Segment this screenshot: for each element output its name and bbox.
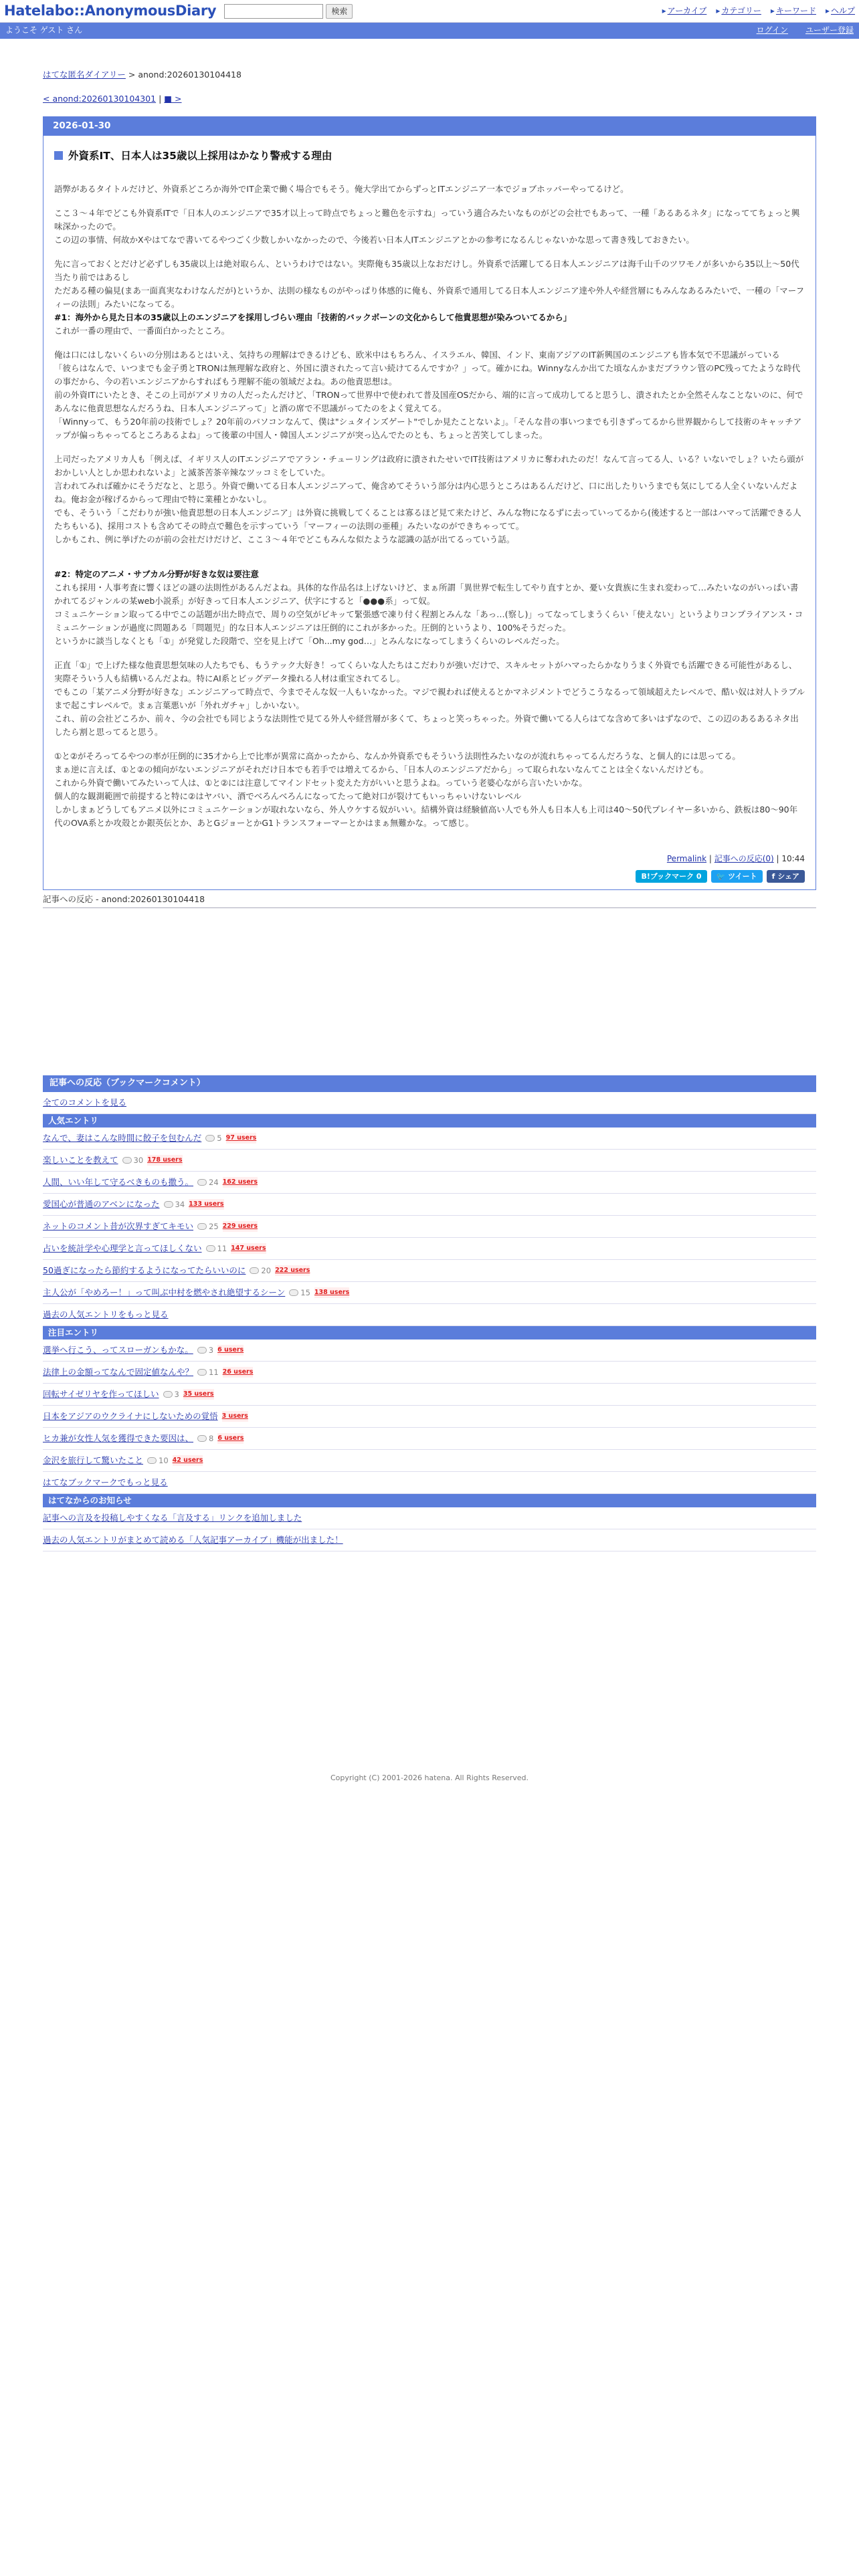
comment-count-value: 11	[209, 1367, 219, 1377]
comment-count-value: 30	[133, 1155, 144, 1165]
paragraph: まぁ逆に言えば、①と②の傾向がないエンジニアがそれだけ日本でも若手では増えてるから、「日本人のエンジニアだから」って取られないなんてことは全くないんだけども。	[54, 764, 709, 775]
article-title-text: 外資系IT、日本人は35歳以上採用はかなり警戒する理由	[68, 149, 332, 162]
comment-count-value: 25	[209, 1221, 219, 1231]
comment-count	[164, 1198, 185, 1210]
users-badge[interactable]: 6 users	[217, 1345, 244, 1355]
hatena-bookmark-button[interactable]: B!ブックマーク 0	[636, 870, 706, 883]
entry-link[interactable]: 愛国心が普通のアベンになった	[43, 1198, 160, 1209]
bookmark-section-title: 記事への反応（ブックマークコメント）	[43, 1075, 816, 1092]
permalink[interactable]: Permalink	[666, 854, 707, 864]
paragraph: しかしまぁどうしてもアニメ以外にコミュニケーションが取れないなら、外人ウケする奴がいい。結構外資は経験値高い人でも外人も日本人も上司は40〜50代プレイヤー多いから、鉄板は80〜90年代のOVA系とか攻殻とか銀英伝とか、あとGジョーとかG1トランスフォーマーとかはまぁ無難かな。って感じ。	[54, 804, 798, 829]
entry-nav	[43, 92, 816, 106]
entry-link[interactable]: 選挙へ行こう、ってスローガンもかな。	[43, 1344, 193, 1355]
news-section-title: はてなからのお知らせ	[43, 1494, 816, 1507]
fb-label: シェア	[777, 871, 799, 881]
paragraph: ①と②がそろってるやつの率が圧倒的に35才から上で比率が異常に高かったから、なんか外資系でもそういう法則性みたいなのが流れちゃってるんだろうな、と個人的には思ってる。	[54, 751, 741, 762]
paragraph-gap	[54, 739, 805, 750]
paragraph: これも採用・人事考査に響くほどの謎の法則性があるんだよね。具体的な作品名は上げないけど、まぁ所謂「異世界で転生してやり直すとか、憂い女貴族に生まれ変わって…みたいなのがいっぱい書かれてるジャンルの某web小説系」が好きって日本人エンジニア、伏字にすると「●●●系」って奴。	[54, 582, 799, 607]
welcome-text: ようこそ ゲスト さん	[5, 25, 83, 35]
comment-count-value: 20	[261, 1265, 272, 1275]
entry-row	[43, 1282, 816, 1304]
paragraph: コミュニケーション取ってる中でこの話題が出た時点で、周りの空気がビキッて緊張感で凍り付く程割とみんな「あっ…(察し)」ってなってしまうくらい「使えない」というよりコンプライアンス・コミュニケーションが過度に問題ある「問題児」的な日本人エンジニアは圧倒的にこれが多かった。圧倒的というより、100%そうだった。	[54, 609, 803, 633]
tweet-label: ツイート	[728, 871, 757, 881]
nav-sep: |	[156, 94, 165, 104]
entry-link[interactable]: 50過ぎになったら節約するようになってたらいいのに	[43, 1265, 246, 1275]
paragraph-gap	[54, 648, 805, 659]
users-badge[interactable]: 222 users	[275, 1265, 310, 1275]
paragraph-gap	[54, 557, 805, 568]
users-badge[interactable]: 162 users	[223, 1177, 258, 1187]
tweet-button[interactable]	[711, 870, 763, 883]
comment-bubble-icon	[197, 1179, 207, 1186]
copyright: Copyright (C) 2001-2026 hatena. All Rights Reserved.	[330, 1773, 529, 1782]
entry-link[interactable]: 金沢を旅行して驚いたこと	[43, 1455, 144, 1465]
entry-row	[43, 1362, 816, 1384]
comment-count	[197, 1366, 219, 1378]
breadcrumb-current: anond:20260130104418	[138, 70, 242, 80]
facebook-icon: f	[771, 871, 775, 881]
entry-link[interactable]: 法律上の金額ってなんで固定値なんや？	[43, 1366, 194, 1377]
search-input[interactable]	[224, 4, 323, 19]
comment-bubble-icon	[197, 1369, 207, 1376]
users-badge[interactable]: 42 users	[173, 1455, 203, 1465]
entry-link[interactable]: 占いを統計学や心理学と言ってほしくない	[43, 1243, 202, 1253]
top-links	[662, 5, 855, 17]
users-badge[interactable]: 35 users	[183, 1389, 214, 1399]
users-badge[interactable]: 133 users	[189, 1199, 223, 1209]
paragraph: というかに談当しなくとも「①」が発覚した段階で、空を見上げて「Oh...my god…」とみんなになってしまうくらいのレベルだった。	[54, 636, 565, 647]
paragraph: でも、そういう「こだわりが強い他責思想の日本人エンジニア」は外資に挑戦してくることは寡るほど見て来たけど、みんな物になるずに去っていってるから(後述すると一部はハマって活躍できる人たちもいる)、採用コストも含めてその時点で難色を示すっていう「マーフィーの法則の亜種」みたいなのができちゃってて。	[54, 508, 801, 532]
paragraph: でもこの「某アニメ分野が好きな」エンジニアって時点で、今までそんな奴一人もいなかった。マジで親われば使えるとかマネジメントでどうこうなるって領域超えたレベルで、酷い奴は対人トラブルまで起こすレベルで。まぁ言葉悪いが「外れガチャ」しかいない。	[54, 687, 805, 711]
section-heading: #1：海外から見た日本の35歳以上のエンジニアを採用しづらい理由「技術的バックボーンの文化からして他貴思想が染みついてるから」	[54, 312, 572, 323]
comment-count	[147, 1455, 169, 1467]
comment-bubble-icon	[122, 1157, 132, 1164]
comment-count-value: 5	[217, 1133, 222, 1143]
users-badge[interactable]: 138 users	[314, 1287, 349, 1297]
comment-count	[197, 1220, 219, 1232]
paragraph-gap	[54, 442, 805, 453]
entry-row	[43, 1384, 816, 1406]
users-badge[interactable]: 26 users	[223, 1367, 254, 1377]
help-link[interactable]: ▸ ヘルプ	[826, 5, 855, 17]
paragraph: 俺は口にはしないくらいの分別はあるとはいえ、気持ちの理解はできるけども、欧米中はもちろん、イスラエル、韓国、インド、東南アジアのIT新興国のエンジニアも皆本気で不思議がっている	[54, 350, 780, 360]
all-comments-link[interactable]: 全てのコメントを見る	[43, 1097, 127, 1107]
paragraph: 語弊があるタイトルだけど、外資系どころか海外でIT企業で働く場合でもそう。俺大学出てからずっとITエンジニア一本でジョブホッパーやってるけど。	[54, 184, 629, 195]
next-entry-link[interactable]: ■ >	[164, 94, 182, 104]
article-body	[43, 136, 816, 890]
comment-count	[122, 1154, 144, 1166]
comment-bubble-icon	[205, 1135, 215, 1142]
section-heading: #2：特定のアニメ・サブカル分野が好きな奴は要注意	[54, 569, 259, 580]
main-content	[43, 39, 816, 1784]
paragraph: 「Winnyって、もう20年前の技術でしょ？20年前のパソコンなんて、僕は"シュタインズゲート"でしか見たことないよ」。「そんな昔の事いつまでも引きずってるから世界観からして技術のキャッチアップが偏っちゃってるところあるよね」って後輩の中国人・韓国人エンジニアが突っ込んでたのとも、ちょっと苦笑してしまった。	[54, 417, 802, 441]
comment-bubble-icon	[147, 1457, 157, 1464]
comment-bubble-icon	[197, 1223, 207, 1230]
title-square-icon	[54, 151, 63, 160]
entry-row	[43, 1406, 816, 1428]
news-row	[43, 1507, 816, 1529]
notable-more-link[interactable]: はてなブックマークでもっと見る	[43, 1477, 168, 1487]
paragraph-gap	[54, 196, 805, 207]
comment-bubble-icon	[197, 1435, 207, 1442]
paragraph: 個人的な観測範囲で前提すると特に②はヤバい、酒でべろんべろんになってたって絶対口が裂けてもいっちゃいけないレベル	[54, 791, 522, 802]
comment-count	[197, 1344, 213, 1356]
category-link[interactable]: ▸ カテゴリー	[716, 5, 761, 17]
site-logo[interactable]: Hatelabo::AnonymousDiary	[4, 2, 217, 19]
comment-bubble-icon	[163, 1391, 173, 1398]
paragraph: 「彼らはなんで、いつまでも金子勇とTRONは無理解な政府と、外国に潰されたって言い続けてるんですか？」って。確かにね。Winnyなんか出てた頃なんかまだブラウン管のPC残ってたような時代の事だから、今の若いエンジニアからすればもう理解不能の領域だよね。あの他責思想は。	[54, 363, 801, 387]
notable-more-row	[43, 1472, 816, 1494]
comment-bubble-icon	[206, 1245, 215, 1252]
popular-list	[43, 1128, 816, 1304]
comment-bubble-icon	[197, 1347, 207, 1354]
entry-link[interactable]: ヒカ兼が女性人気を獲得できた要因は、	[43, 1432, 194, 1443]
comment-count	[206, 1243, 227, 1255]
comment-bubble-icon	[289, 1289, 298, 1296]
comment-count	[205, 1132, 221, 1144]
entry-row	[43, 1172, 816, 1194]
entry-row	[43, 1260, 816, 1282]
popular-more-link[interactable]: 過去の人気エントリをもっと見る	[43, 1309, 169, 1319]
paragraph-gap	[54, 338, 805, 348]
register-link[interactable]: ユーザー登録	[805, 25, 854, 35]
keyword-link[interactable]: ▸ キーワード	[771, 5, 816, 17]
popular-section-title: 人気エントリ	[43, 1114, 816, 1128]
top-bar	[0, 0, 859, 23]
paragraph: ここ３〜４年でどこも外資系ITで「日本人のエンジニアで35才以上って時点でちょっと難色を示すね」っていう適合みたいなものがどの会社でもあって、一種「あるあるネタ」になっててちょっと興味深かったので。	[54, 208, 800, 232]
entry-row	[43, 1194, 816, 1216]
comment-bubble-icon	[164, 1201, 173, 1208]
article	[43, 116, 816, 890]
login-link[interactable]: ログイン	[756, 25, 788, 35]
entry-row	[43, 1450, 816, 1472]
comment-count-value: 10	[159, 1455, 169, 1465]
bird-icon: 🐦	[716, 871, 726, 881]
notable-list	[43, 1339, 816, 1472]
paragraph: 前の外資ITにいたとき、そこの上司がアメリカの人だったんだけど、「TRONって世界中で使われて普及国産OSだから、端的に言って成功してると思うし、潰されたとか全然そんなことないのに、何であんなに他責思想なんだろうね、日本人エンジニアって」と酒の席で不思議がってたのをよく覚えてる。	[54, 390, 803, 414]
users-badge[interactable]: 97 users	[226, 1133, 257, 1143]
entry-time: 10:44	[781, 854, 805, 864]
comment-count	[197, 1432, 213, 1444]
users-badge[interactable]: 229 users	[223, 1221, 258, 1231]
comment-bubble-icon	[250, 1267, 259, 1274]
paragraph: 言われてみれば確かにそうだなと、と思う。外資で働いてる日本人エンジニアって、俺含めてそういう部分は内心思うところはあるんだけど、口に出したりいうまでも気にしてる人全くいないんだよね。俺お金が稼げるからって理由で特に業種とかないし。	[54, 481, 798, 505]
entry-row	[43, 1128, 816, 1150]
news-link[interactable]: 記事への言及を投稿しやすくなる「言及する」リンクを追加しました	[43, 1512, 302, 1523]
entry-link[interactable]: ネットのコメント昔が次界すぎてキモい	[43, 1220, 194, 1231]
comment-count-value: 3	[174, 1389, 179, 1399]
ad-space	[43, 908, 816, 1075]
paragraph-gap	[54, 247, 805, 257]
reaction-link[interactable]: 記事への反応(0)	[714, 854, 774, 864]
entry-row	[43, 1339, 816, 1362]
reaction-heading: 記事への反応 - anond:20260130104418	[43, 893, 816, 908]
paragraph: ただある種の偏見(まあ一面真実なわけなんだが)というか、法則の様なものがやっぱり体感的に俺も、外資系で通用してる日本人エンジニア達や外人や経営層にもみんなあるみたいで、一種の「マーフィーの法則」みたいになってる。	[54, 286, 805, 310]
comment-count-value: 15	[300, 1287, 310, 1297]
comment-count	[163, 1388, 179, 1400]
paragraph: しかもこれ、例に挙げたのが前の会社だけだけど、ここ３〜４年でどこもみんな似たような認識の話が出てるっていう話。	[54, 534, 515, 545]
article-title	[54, 148, 805, 165]
paragraph: 上司だったアメリカ人も「例えば、イギリス人のITエンジニアでアラン・チューリングは政府に潰されたせいでIT技術はアメリカに奪われたのだ！なんて言ってる人、いる？いないでしょ？いたら頭がおかしい人としか思われないよ」と滅茶苦茶辛辣なツッコミをしていた。	[54, 454, 804, 478]
article-paragraphs	[54, 183, 805, 830]
users-badge[interactable]: 3 users	[222, 1411, 248, 1421]
paragraph: 正直「①」で上げた様な他責思想気味の人たちでも、もうテック大好き！ってくらいな人たちはこだわりが強いだけで、スキルセットがハマったらかなりうまく外資でも活躍できる可能性があるし、実際そういう人も結構いるんだよね。特にAI系とビッグデータ操れる人材は重宝されてるし。	[54, 660, 797, 684]
entry-link[interactable]: なんで、妻はこんな時間に餃子を包むんだ	[43, 1132, 202, 1143]
entry-link[interactable]: 人間、いい年して守るべきものも撒う。	[43, 1176, 194, 1187]
breadcrumb-home-link[interactable]: はてな匿名ダイアリー	[43, 70, 126, 80]
paragraph: この辺の事情、何故かXやはてなで書いてるやつごく少数しかいなかったので、今後若い日本人ITエンジニアとかの参考になるんじゃないかな思って書き残しておきたい。	[54, 235, 694, 245]
news-link[interactable]: 過去の人気エントリがまとめて読める「人気記事アーカイブ」機能が出ました！	[43, 1534, 343, 1545]
archive-link[interactable]: ▸ アーカイブ	[662, 5, 707, 17]
share-buttons	[54, 870, 805, 883]
entry-link[interactable]: 主人公が「やめろー！」って叫ぶ中村を燃やされ絶望するシーン	[43, 1287, 286, 1297]
paragraph: これが一番の理由で、一番面白かったところ。	[54, 326, 230, 336]
paragraph: 先に言っておくとだけど必ずしも35歳以上は絶対取らん、というわけではない。実際俺も35歳以上なおだけし。外資系で活躍してる日本人エンジニアは海千山千のツワモノが多いから35以上〜50代当たり前ではあるし	[54, 259, 799, 283]
prev-entry-link[interactable]: < anond:20260130104301	[43, 94, 157, 104]
paragraph: これから外資で働いてみたいって人は、①と②には注意してマインドセット変えた方がいいと思うよね。っていう老婆心ながら言いたいかな。	[54, 778, 587, 788]
news-row	[43, 1529, 816, 1551]
article-date: 2026-01-30	[43, 117, 816, 136]
facebook-share-button[interactable]	[767, 870, 805, 883]
comment-count-value: 34	[175, 1199, 185, 1209]
users-badge[interactable]: 178 users	[147, 1155, 182, 1165]
entry-link[interactable]: 回転サイゼリヤを作ってほしい	[43, 1388, 159, 1399]
comment-count	[289, 1287, 310, 1299]
paragraph-gap	[54, 546, 805, 557]
popular-more-row	[43, 1304, 816, 1326]
breadcrumb-sep: >	[125, 70, 138, 80]
users-badge[interactable]: 147 users	[231, 1243, 266, 1253]
all-comments-row	[43, 1092, 816, 1114]
notable-section-title: 注目エントリ	[43, 1326, 816, 1339]
users-badge[interactable]: 6 users	[217, 1433, 244, 1443]
search-button[interactable]: 検索	[326, 4, 353, 19]
comment-count-value: 24	[209, 1177, 219, 1187]
comment-count-value: 8	[209, 1433, 214, 1443]
welcome-bar	[0, 23, 859, 39]
paragraph: これ、前の会社どころか、前々、今の会社でも同じような法則性で見てる外人や経営層が多くて、ちょっと笑っちゃった。外資で働いてる人らはてな含めて多いはずなので、この辺のあるあるネタ出したら割と思ってると思う。	[54, 714, 799, 738]
breadcrumb	[43, 68, 816, 82]
comment-count	[197, 1176, 219, 1188]
entry-row	[43, 1238, 816, 1260]
article-footer: Permalink | 記事への反応(0) | 10:44	[666, 854, 805, 864]
entry-link[interactable]: 楽しいことを教えて	[43, 1154, 118, 1165]
news-list	[43, 1507, 816, 1551]
entry-row	[43, 1428, 816, 1450]
entry-link[interactable]: 日本をアジアのウクライナにしないための覚悟	[43, 1410, 218, 1421]
entry-row	[43, 1150, 816, 1172]
comment-count-value: 3	[208, 1345, 214, 1355]
entry-row	[43, 1216, 816, 1238]
comment-count	[250, 1265, 271, 1277]
comment-count-value: 11	[217, 1243, 227, 1253]
